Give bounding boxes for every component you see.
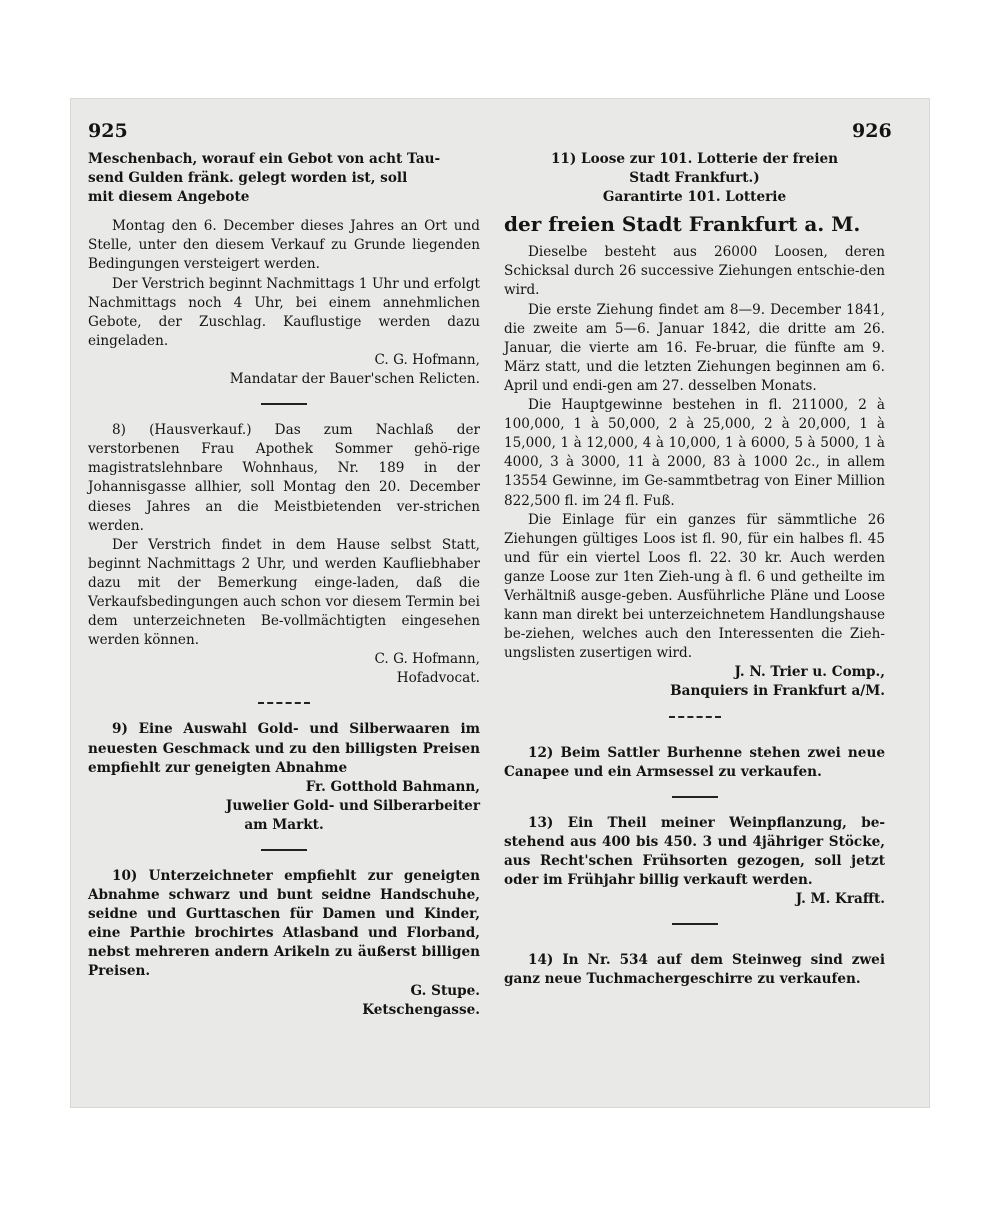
item-9-signature: am Markt.	[244, 816, 324, 833]
item-13-text: 13) Ein Theil meiner Weinpflanzung, be-stehend aus 400 bis 450. 3 und 4jähriger Stöcke, aus Recht'schen Frühsorten gezogen, soll jetzt oder im Frühjahr billig verkauft werden.	[504, 814, 885, 888]
item-9-text: 9) Eine Auswahl Gold- und Silberwaaren im neuesten Geschmack und zu den billigsten Preisen empfiehlt zur geneigten Abnahme	[88, 721, 480, 776]
section-divider	[669, 716, 721, 718]
item-11-heading: 11) Loose zur 101. Lotterie der freien	[550, 151, 839, 167]
item-14-text: 14) In Nr. 534 auf dem Steinweg sind zwei ganz neue Tuchmachergeschirre zu verkaufen.	[504, 952, 885, 988]
auction-paragraph: Der Verstrich beginnt Nachmittags 1 Uhr und erfolgt Nachmittags noch 4 Uhr, bei einem annehmlichen Gebote, der Zuschlag. Kauflustige werden dazu eingeladen.	[88, 275, 480, 349]
item-11-paragraph: Die Hauptgewinne bestehen in fl. 211000, 2 à 100,000, 1 à 50,000, 2 à 25,000, 2 à 20,000, 1 à 15,000, 1 à 12,000, 4 à 10,000, 1 à 6000, 5 à 5000, 1 à 4000, 3 à 3000, 11 à 2000, 83 à 1000 2c., in allem 13554 Gewinne, im Ge-sammtbetrag von Einer Million 822,500 fl. im 24 fl. Fuß.	[504, 397, 885, 509]
item-11-paragraph: Die Einlage für ein ganzes für sämmtliche 26 Ziehungen gültiges Loos ist fl. 90, für ein halbes fl. 45 und für ein viertel Loos fl. 22. 30 kr. Auch werden ganze Loose zur 1ten Zieh-ung à fl. 6 und getheilte im Verhältniß ausge-geben. Ausführliche Pläne und Loose kann man direkt bei unterzeichnetem Handlungshause be-ziehen, welches auch den Interessenten die Zieh-ungslisten zusertigen wird.	[504, 511, 885, 662]
item-9-signature: Juwelier Gold- und Silberarbeiter	[225, 797, 480, 814]
section-divider	[672, 796, 718, 798]
item-11-signature: Banquiers in Frankfurt a/M.	[670, 683, 885, 700]
section-divider	[672, 923, 718, 925]
section-divider	[261, 849, 307, 851]
intro-line: send Gulden fränk. gelegt worden ist, soll	[88, 170, 408, 187]
signature-role: Mandatar der Bauer'schen Relicten.	[229, 371, 480, 388]
item-10-text: 10) Unterzeichneter empfiehlt zur geneigten Abnahme schwarz und bunt seidne Handschuhe, seidne und Gurttaschen für Damen und Kinder, eine Parthie brochirtes Atlasband und Florband, nebst mehreren andern Arikeln zu äußerst billigen Preisen.	[88, 868, 480, 980]
intro-line: Meschenbach, worauf ein Gebot von acht Tau-	[88, 151, 441, 167]
item-10-signature: Ketschengasse.	[362, 1001, 480, 1018]
item-11-signature: J. N. Trier u. Comp.,	[734, 664, 885, 681]
item-8-text: 8) (Hausverkauf.) Das zum Nachlaß der verstorbenen Frau Apothek Sommer gehö-rige magistratslehnbare Wohnhaus, Nr. 189 in der Johannisgasse allhier, soll Montag den 20. December dieses Jahres an die Meistbietenden ver-strichen werden.	[88, 422, 480, 534]
signature-name: C. G. Hofmann,	[374, 651, 480, 668]
signature-name: C. G. Hofmann,	[374, 351, 480, 368]
auction-paragraph: Montag den 6. December dieses Jahres an Ort und Stelle, unter den diesem Verkauf zu Grunde liegenden Bedingungen versteigert werden.	[88, 218, 480, 273]
signature-role: Hofadvocat.	[396, 670, 480, 687]
item-11-subheading: Garantirte 101. Lotterie	[602, 189, 787, 206]
left-column	[88, 150, 480, 1020]
item-9-signature: Fr. Gotthold Bahmann,	[305, 778, 480, 795]
item-11-title: der freien Stadt Frankfurt a. M.	[504, 212, 861, 237]
section-divider	[261, 403, 307, 405]
section-divider	[258, 702, 310, 704]
item-13-signature: J. M. Krafft.	[795, 891, 885, 908]
item-12-text: 12) Beim Sattler Burhenne stehen zwei neue Canapee und ein Armsessel zu verkaufen.	[504, 744, 885, 780]
page-number-left: 925	[88, 120, 128, 142]
intro-line: mit diesem Angebote	[88, 189, 250, 206]
page-number-right: 926	[852, 120, 892, 142]
item-8-text: Der Verstrich findet in dem Hause selbst Statt, beginnt Nachmittags 2 Uhr, und werden Kaufliebhaber dazu mit der Bemerkung einge-laden, daß die Verkaufsbedingungen auch schon vor diesem Termin bei dem unterzeichneten Be-vollmächtigten eingesehen werden können.	[88, 536, 480, 649]
item-11-paragraph: Dieselbe besteht aus 26000 Loosen, deren Schicksal durch 26 successive Ziehungen entschie-den wird.	[504, 244, 885, 299]
item-11-heading: Stadt Frankfurt.)	[629, 170, 760, 187]
item-11-paragraph: Die erste Ziehung findet am 8—9. December 1841, die zweite am 5—6. Januar 1842, die dritte am 26. Januar, die vierte am 16. Fe-bruar, die fünfte am 9. März statt, und die letzten Ziehungen beginnen am 6. April und endi-gen am 27. desselben Monats.	[504, 301, 885, 394]
item-10-signature: G. Stupe.	[410, 982, 480, 999]
right-column	[504, 150, 885, 989]
